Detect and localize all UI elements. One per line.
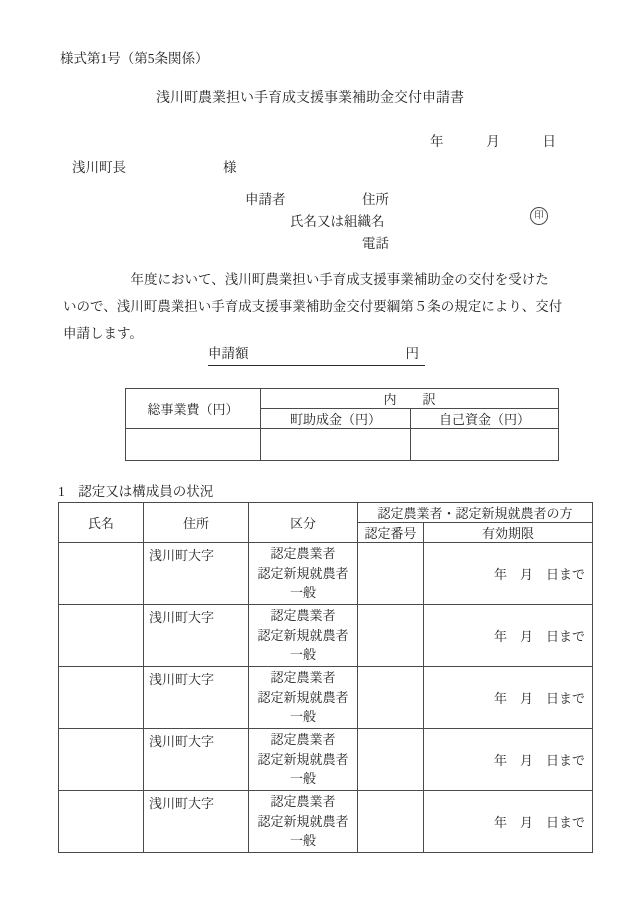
category-option: 認定新規就農者	[257, 627, 349, 643]
member-row	[59, 791, 593, 853]
breakdown-header: 内 訳	[261, 389, 559, 409]
applicant-name-label: 氏名又は組織名	[290, 214, 385, 229]
category-option: 認定農業者	[270, 732, 336, 748]
category-option: 認定農業者	[270, 670, 336, 686]
col-header-expiry: 有効期限	[424, 523, 593, 543]
category-option: 認定農業者	[270, 794, 336, 810]
town-grant-header: 町助成金（円）	[261, 409, 411, 429]
col-header-category: 区分	[249, 503, 358, 543]
addressee-honorific: 様	[223, 160, 237, 175]
self-fund-header: 自己資金（円）	[411, 409, 559, 429]
member-row	[59, 667, 593, 729]
member-row	[59, 605, 593, 667]
budget-breakdown-table	[125, 388, 559, 461]
cert-number-cell	[358, 791, 424, 853]
applicant-address-label: 住所	[362, 192, 389, 207]
total-cost-cell	[126, 429, 261, 461]
category-option: 一般	[289, 833, 316, 849]
application-statement	[63, 266, 583, 347]
category-option: 認定新規就農者	[257, 751, 349, 767]
category-cell	[249, 729, 358, 791]
amount-label: 申請額	[208, 346, 249, 361]
statement-line: 年度において、浅川町農業担い手育成支援事業補助金の交付を受けた	[63, 272, 549, 287]
category-option: 一般	[289, 771, 316, 787]
col-header-name: 氏名	[59, 503, 144, 543]
address-cell: 浅川町大字	[144, 729, 249, 791]
expiry-cell: 年 月 日まで	[424, 729, 593, 791]
category-option: 一般	[289, 585, 316, 601]
date-line	[430, 130, 556, 150]
col-header-cert-number: 認定番号	[358, 523, 424, 543]
name-cell	[59, 605, 144, 667]
expiry-cell: 年 月 日まで	[424, 605, 593, 667]
total-cost-header: 総事業費（円）	[126, 389, 261, 429]
expiry-cell: 年 月 日まで	[424, 667, 593, 729]
applicant-label: 申請者	[245, 192, 286, 207]
town-grant-cell	[261, 429, 411, 461]
col-header-address: 住所	[144, 503, 249, 543]
section1-heading: 1 認定又は構成員の状況	[58, 484, 214, 499]
name-cell	[59, 729, 144, 791]
amount-unit-label: 円	[405, 346, 419, 361]
cert-number-cell	[358, 729, 424, 791]
applicant-phone-label: 電話	[362, 236, 389, 251]
col-header-certified-group: 認定農業者・認定新規就農者の方	[358, 503, 593, 523]
date-day-label: 日	[542, 134, 556, 149]
expiry-cell: 年 月 日まで	[424, 791, 593, 853]
category-option: 認定新規就農者	[257, 565, 349, 581]
application-amount-field	[208, 342, 425, 366]
cert-number-cell	[358, 543, 424, 605]
address-cell: 浅川町大字	[144, 667, 249, 729]
category-cell	[249, 543, 358, 605]
cert-number-cell	[358, 605, 424, 667]
name-cell	[59, 543, 144, 605]
self-fund-cell	[411, 429, 559, 461]
addressee-name: 浅川町長	[72, 160, 126, 175]
statement-line: 申請します。	[63, 326, 143, 341]
statement-line: いので、浅川町農業担い手育成支援事業補助金交付要綱第５条の規定により、交付	[63, 299, 563, 314]
category-option: 認定新規就農者	[257, 813, 349, 829]
category-option: 一般	[289, 709, 316, 725]
member-row	[59, 543, 593, 605]
cert-number-cell	[358, 667, 424, 729]
category-cell	[249, 667, 358, 729]
seal-icon: 印	[530, 207, 548, 225]
address-cell: 浅川町大字	[144, 791, 249, 853]
page-title: 浅川町農業担い手育成支援事業補助金交付申請書	[156, 91, 464, 106]
date-month-label: 月	[486, 134, 500, 149]
category-option: 認定新規就農者	[257, 689, 349, 705]
expiry-cell: 年 月 日まで	[424, 543, 593, 605]
address-cell: 浅川町大字	[144, 605, 249, 667]
date-year-label: 年	[430, 134, 444, 149]
category-option: 認定農業者	[270, 546, 336, 562]
category-cell	[249, 605, 358, 667]
members-status-table	[58, 502, 593, 853]
category-cell	[249, 791, 358, 853]
category-option: 一般	[289, 647, 316, 663]
category-option: 認定農業者	[270, 608, 336, 624]
form-number: 様式第1号（第5条関係）	[60, 51, 209, 66]
member-row	[59, 729, 593, 791]
name-cell	[59, 667, 144, 729]
address-cell: 浅川町大字	[144, 543, 249, 605]
name-cell	[59, 791, 144, 853]
